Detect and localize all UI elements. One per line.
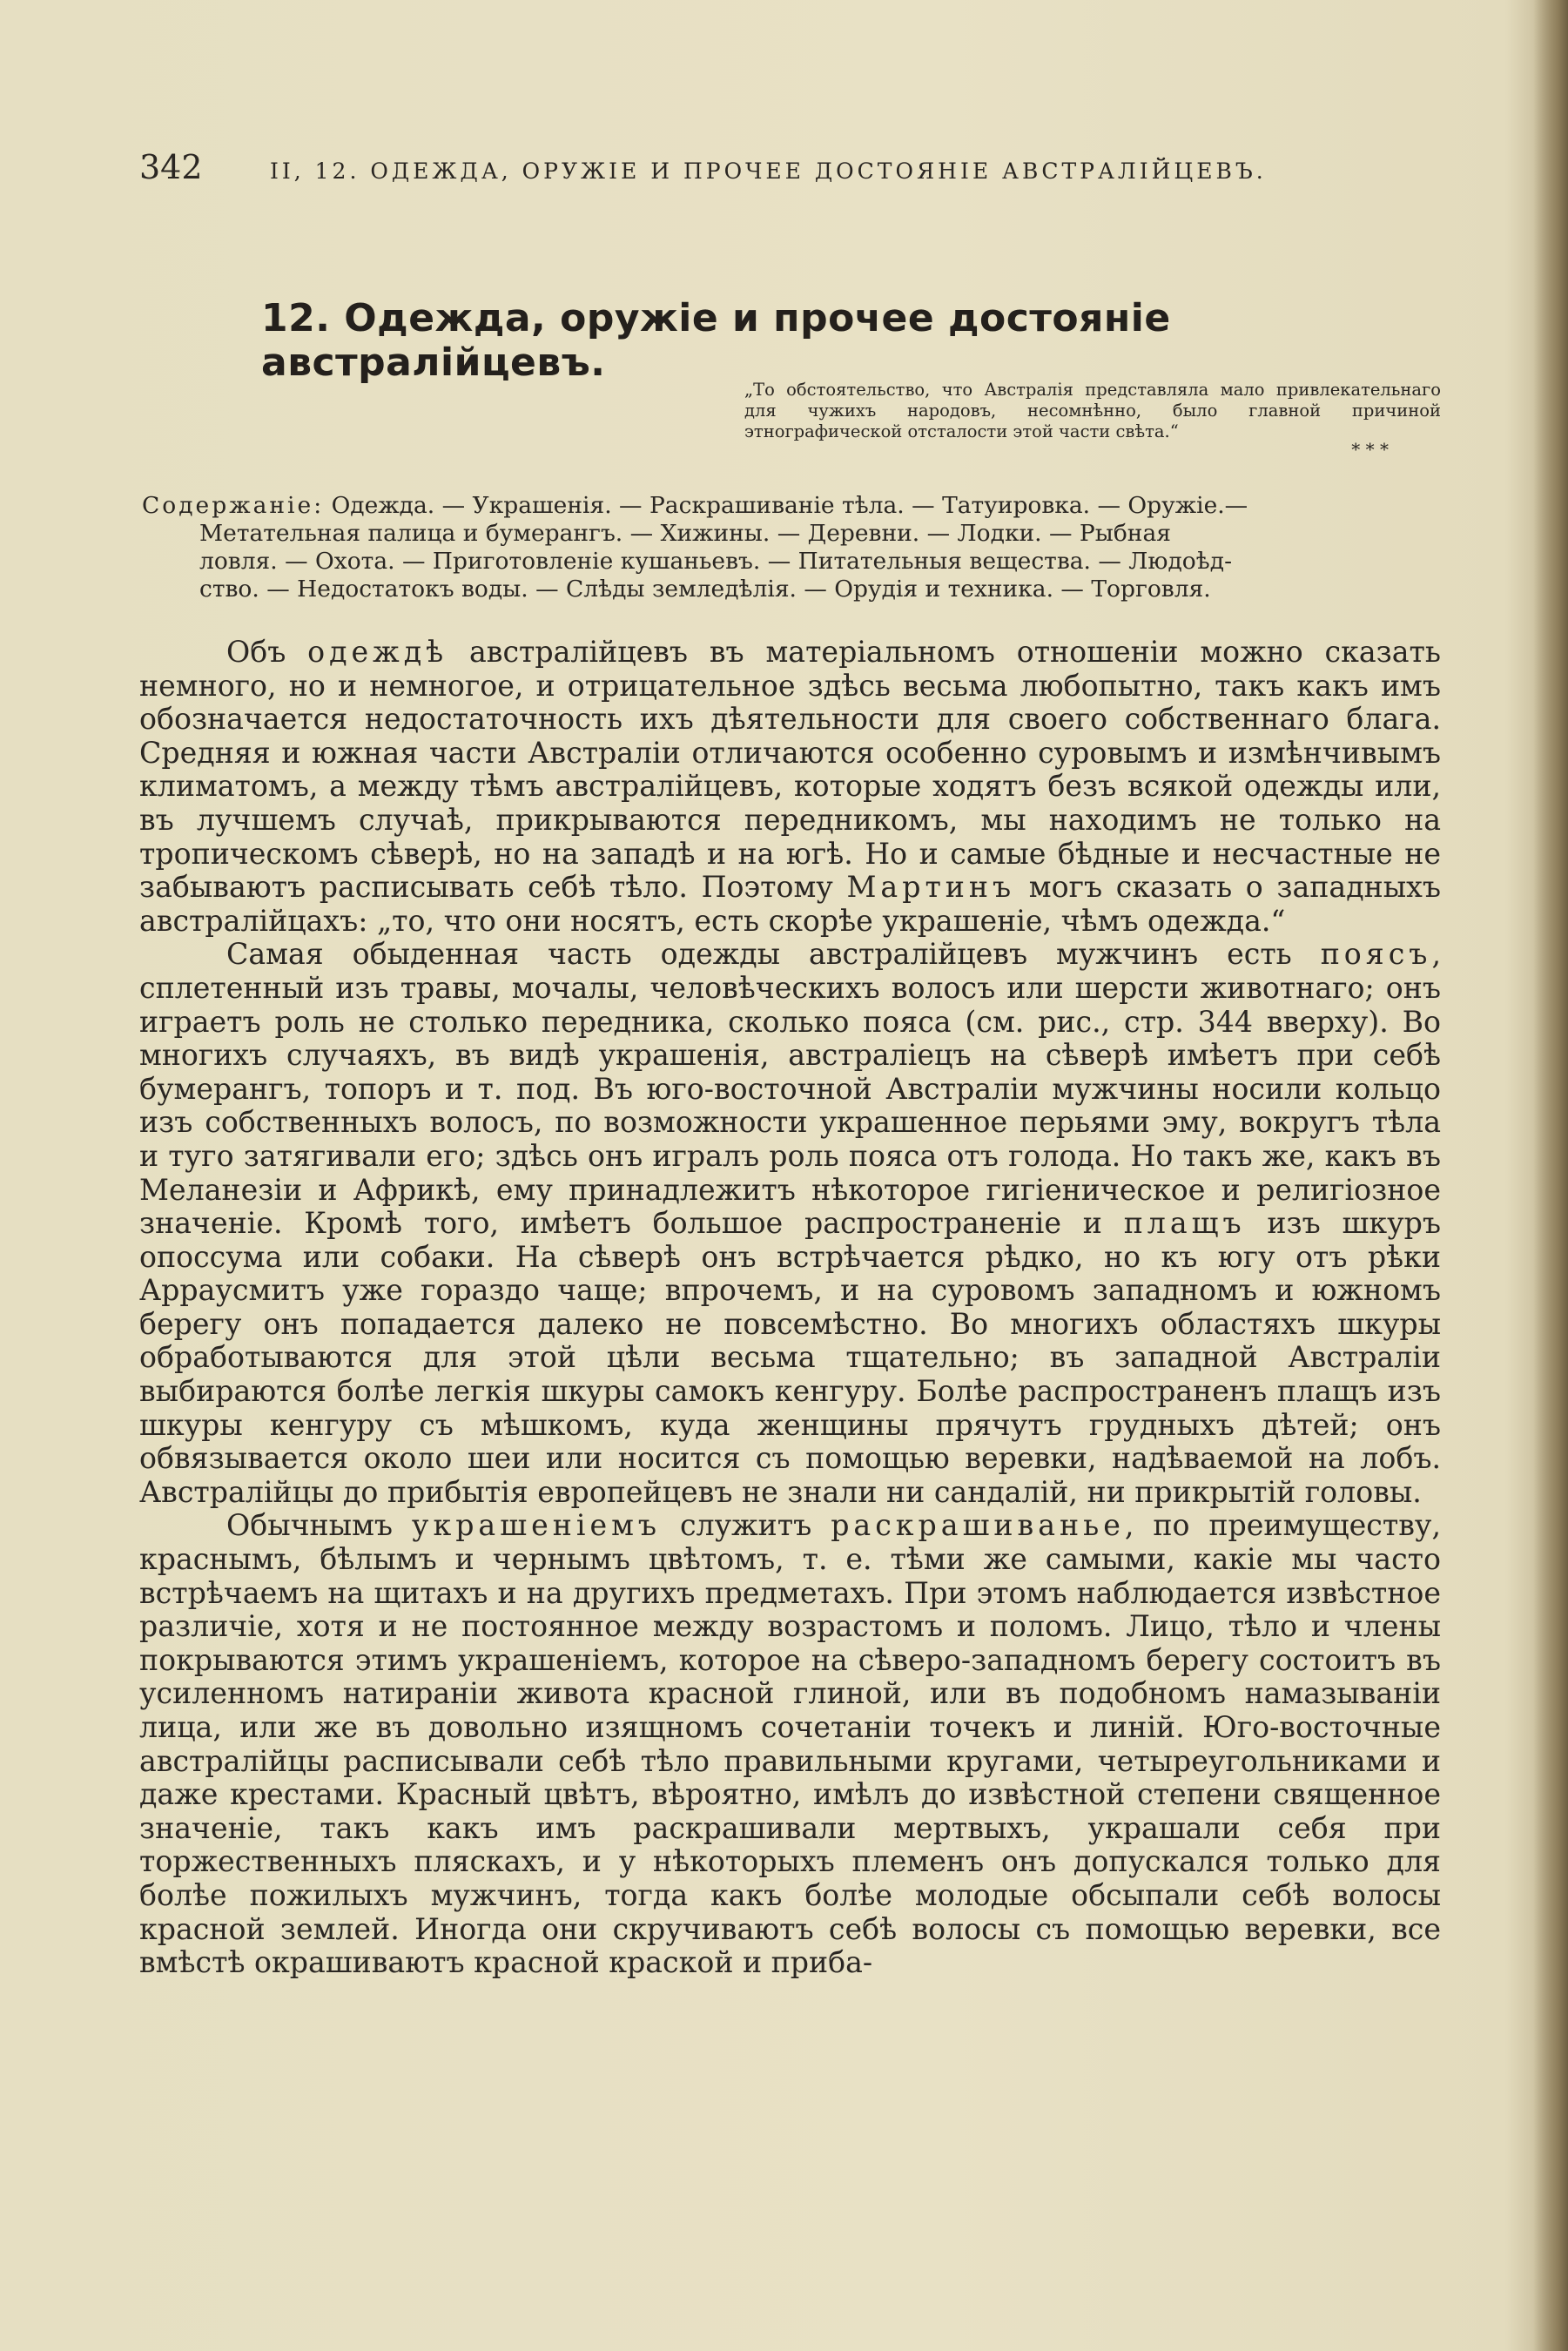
text-run: служитъ	[661, 1508, 831, 1543]
text-run: Самая обыденная часть одежды австралійцевъ мужчинъ есть	[226, 937, 1321, 972]
paragraph-belt-cloak	[139, 938, 1441, 1509]
text-run: Объ	[226, 635, 308, 669]
contents-line-3: ловля. — Охота. — Приготовленіе кушаньевъ. — Питательныя вещества. — Людоѣд-	[199, 548, 1233, 575]
contents-label: Содержаніе:	[142, 492, 325, 519]
spaced-term: одеждѣ	[307, 635, 448, 669]
contents-line-1	[142, 492, 1439, 520]
text-run: могъ сказать о западныхъ австралійцахъ: „то, что они носятъ, есть скорѣе украшеніе, чѣмъ одежда.“	[139, 870, 1441, 938]
contents-line-4: ство. — Недостатокъ воды. — Слѣды земледѣлія. — Орудія и техника. — Торговля.	[199, 576, 1211, 603]
epigraph-stars: * * *	[1351, 439, 1389, 460]
chapter-title: 12. Одежда, оружіе и прочее достояніе австралійцевъ.	[261, 296, 1171, 385]
text-run: , по преимуществу, краснымъ, бѣлымъ и чернымъ цвѣтомъ, т. е. тѣми же самыми, какіе мы часто встрѣчаемъ на щитахъ и на другихъ предметахъ. При этомъ наблюдается извѣстное различіе, хотя и не постоянное между возрастомъ и поломъ. Лицо, тѣло и члены покрываются этимъ украшеніемъ, которое на сѣверо-западномъ берегу состоитъ въ усиленномъ натираніи живота красной глиной, или въ подобномъ намазываніи лица, или же въ довольно изящномъ сочетаніи точекъ и линій. Юго-восточные австралійцы расписывали себѣ тѣло правильными кругами, четыреугольниками и даже крестами. Красный цвѣтъ, вѣроятно, имѣлъ до извѣстной степени священное значеніе, такъ какъ имъ раскрашивали мертвыхъ, украшали себя при торжественныхъ пляскахъ, и у нѣкоторыхъ племенъ онъ допускался только для болѣе пожилыхъ мужчинъ, тогда какъ болѣе молодые обсыпали себѣ волосы красной землей. Иногда они скручиваютъ себѣ волосы съ помощью веревки, все вмѣстѣ окрашиваютъ красной краской и приба-	[139, 1508, 1441, 1980]
text-run: , сплетенный изъ травы, мочалы, человѣческихъ волосъ или шерсти животнаго; онъ играетъ роль не столько передника, сколько пояса (см. рис., стр. 344 вверху). Во многихъ случаяхъ, въ видѣ украшенія, австраліецъ на сѣверѣ имѣетъ при себѣ бумерангъ, топоръ и т. под. Въ юго-восточной Австраліи мужчины носили кольцо изъ собственныхъ волосъ, по возможности украшенное перьями эму, вокругъ тѣла и туго затягивали его; здѣсь онъ игралъ роль пояса отъ голода. Но такъ же, какъ въ Меланезіи и Африкѣ, ему принадлежитъ нѣкоторое гигіеническое и религіозное значеніе. Кромѣ того, имѣетъ большое распространеніе и	[139, 937, 1441, 1241]
page-number: 342	[139, 148, 203, 186]
chapter-contents	[142, 492, 1439, 603]
text-run: Обычнымъ	[226, 1508, 412, 1543]
paragraph-painting	[139, 1509, 1441, 1979]
spaced-term: украшеніемъ	[411, 1508, 662, 1543]
contents-line-text: Одежда. — Украшенія. — Раскрашиваніе тѣла. — Татуировка. — Оружіе.—	[331, 492, 1248, 519]
text-run: изъ шкуръ опоссума или собаки. На сѣверѣ онъ встрѣчается рѣдко, но къ югу отъ рѣки Арраусмитъ уже гораздо чаще; впрочемъ, и на суровомъ западномъ и южномъ берегу онъ попадается далеко не повсемѣстно. Во многихъ областяхъ шкуры обработываются для этой цѣли весьма тщательно; въ западной Австраліи выбираются болѣе легкія шкуры самокъ кенгуру. Болѣе распространенъ плащъ изъ шкуры кенгуру съ мѣшкомъ, куда женщины прячутъ грудныхъ дѣтей; онъ обвязывается около шеи или носится съ помощью веревки, надѣваемой на лобъ. Австралійцы до прибытія европейцевъ не знали ни сандалій, ни прикрытій головы.	[139, 1206, 1441, 1509]
spaced-term: раскрашиванье	[831, 1508, 1125, 1543]
epigraph-text: „То обстоятельство, что Австралія представляла мало привлекательнаго для чужихъ народовъ, несомнѣнно, было главной причиной этнографической отсталости этой части свѣта.“	[744, 380, 1441, 441]
spaced-term: плащъ	[1123, 1206, 1246, 1241]
epigraph	[744, 380, 1441, 460]
contents-line-2: Метательная палица и бумерангъ. — Хижины. — Деревни. — Лодки. — Рыбная	[199, 520, 1171, 547]
spaced-term: поясъ	[1320, 937, 1432, 972]
running-title: II, 12. ОДЕЖДА, ОРУЖІЕ И ПРОЧЕЕ ДОСТОЯНІЕ АВСТРАЛІЙЦЕВЪ.	[270, 158, 1267, 184]
body-text	[139, 636, 1441, 1980]
paragraph-clothing	[139, 636, 1441, 938]
text-run: австралійцевъ въ матеріальномъ отношеніи можно сказать немного, но и немногое, и отрицательное здѣсь весьма любопытно, такъ какъ имъ обозначается недостаточность ихъ дѣятельности для своего собственнаго блага. Средняя и южная части Австраліи отличаются особенно суровымъ и измѣнчивымъ климатомъ, а между тѣмъ австралійцевъ, которые ходятъ безъ всякой одежды или, въ лучшемъ случаѣ, прикрываются передникомъ, мы находимъ не только на тропическомъ сѣверѣ, но на западѣ и на югѣ. Но и самые бѣдные и несчастные не забываютъ расписывать себѣ тѣло. Поэтому	[139, 635, 1441, 905]
book-spine-shadow	[1533, 0, 1568, 2351]
spaced-term: Мартинъ	[846, 870, 1016, 905]
running-head	[139, 148, 1445, 192]
